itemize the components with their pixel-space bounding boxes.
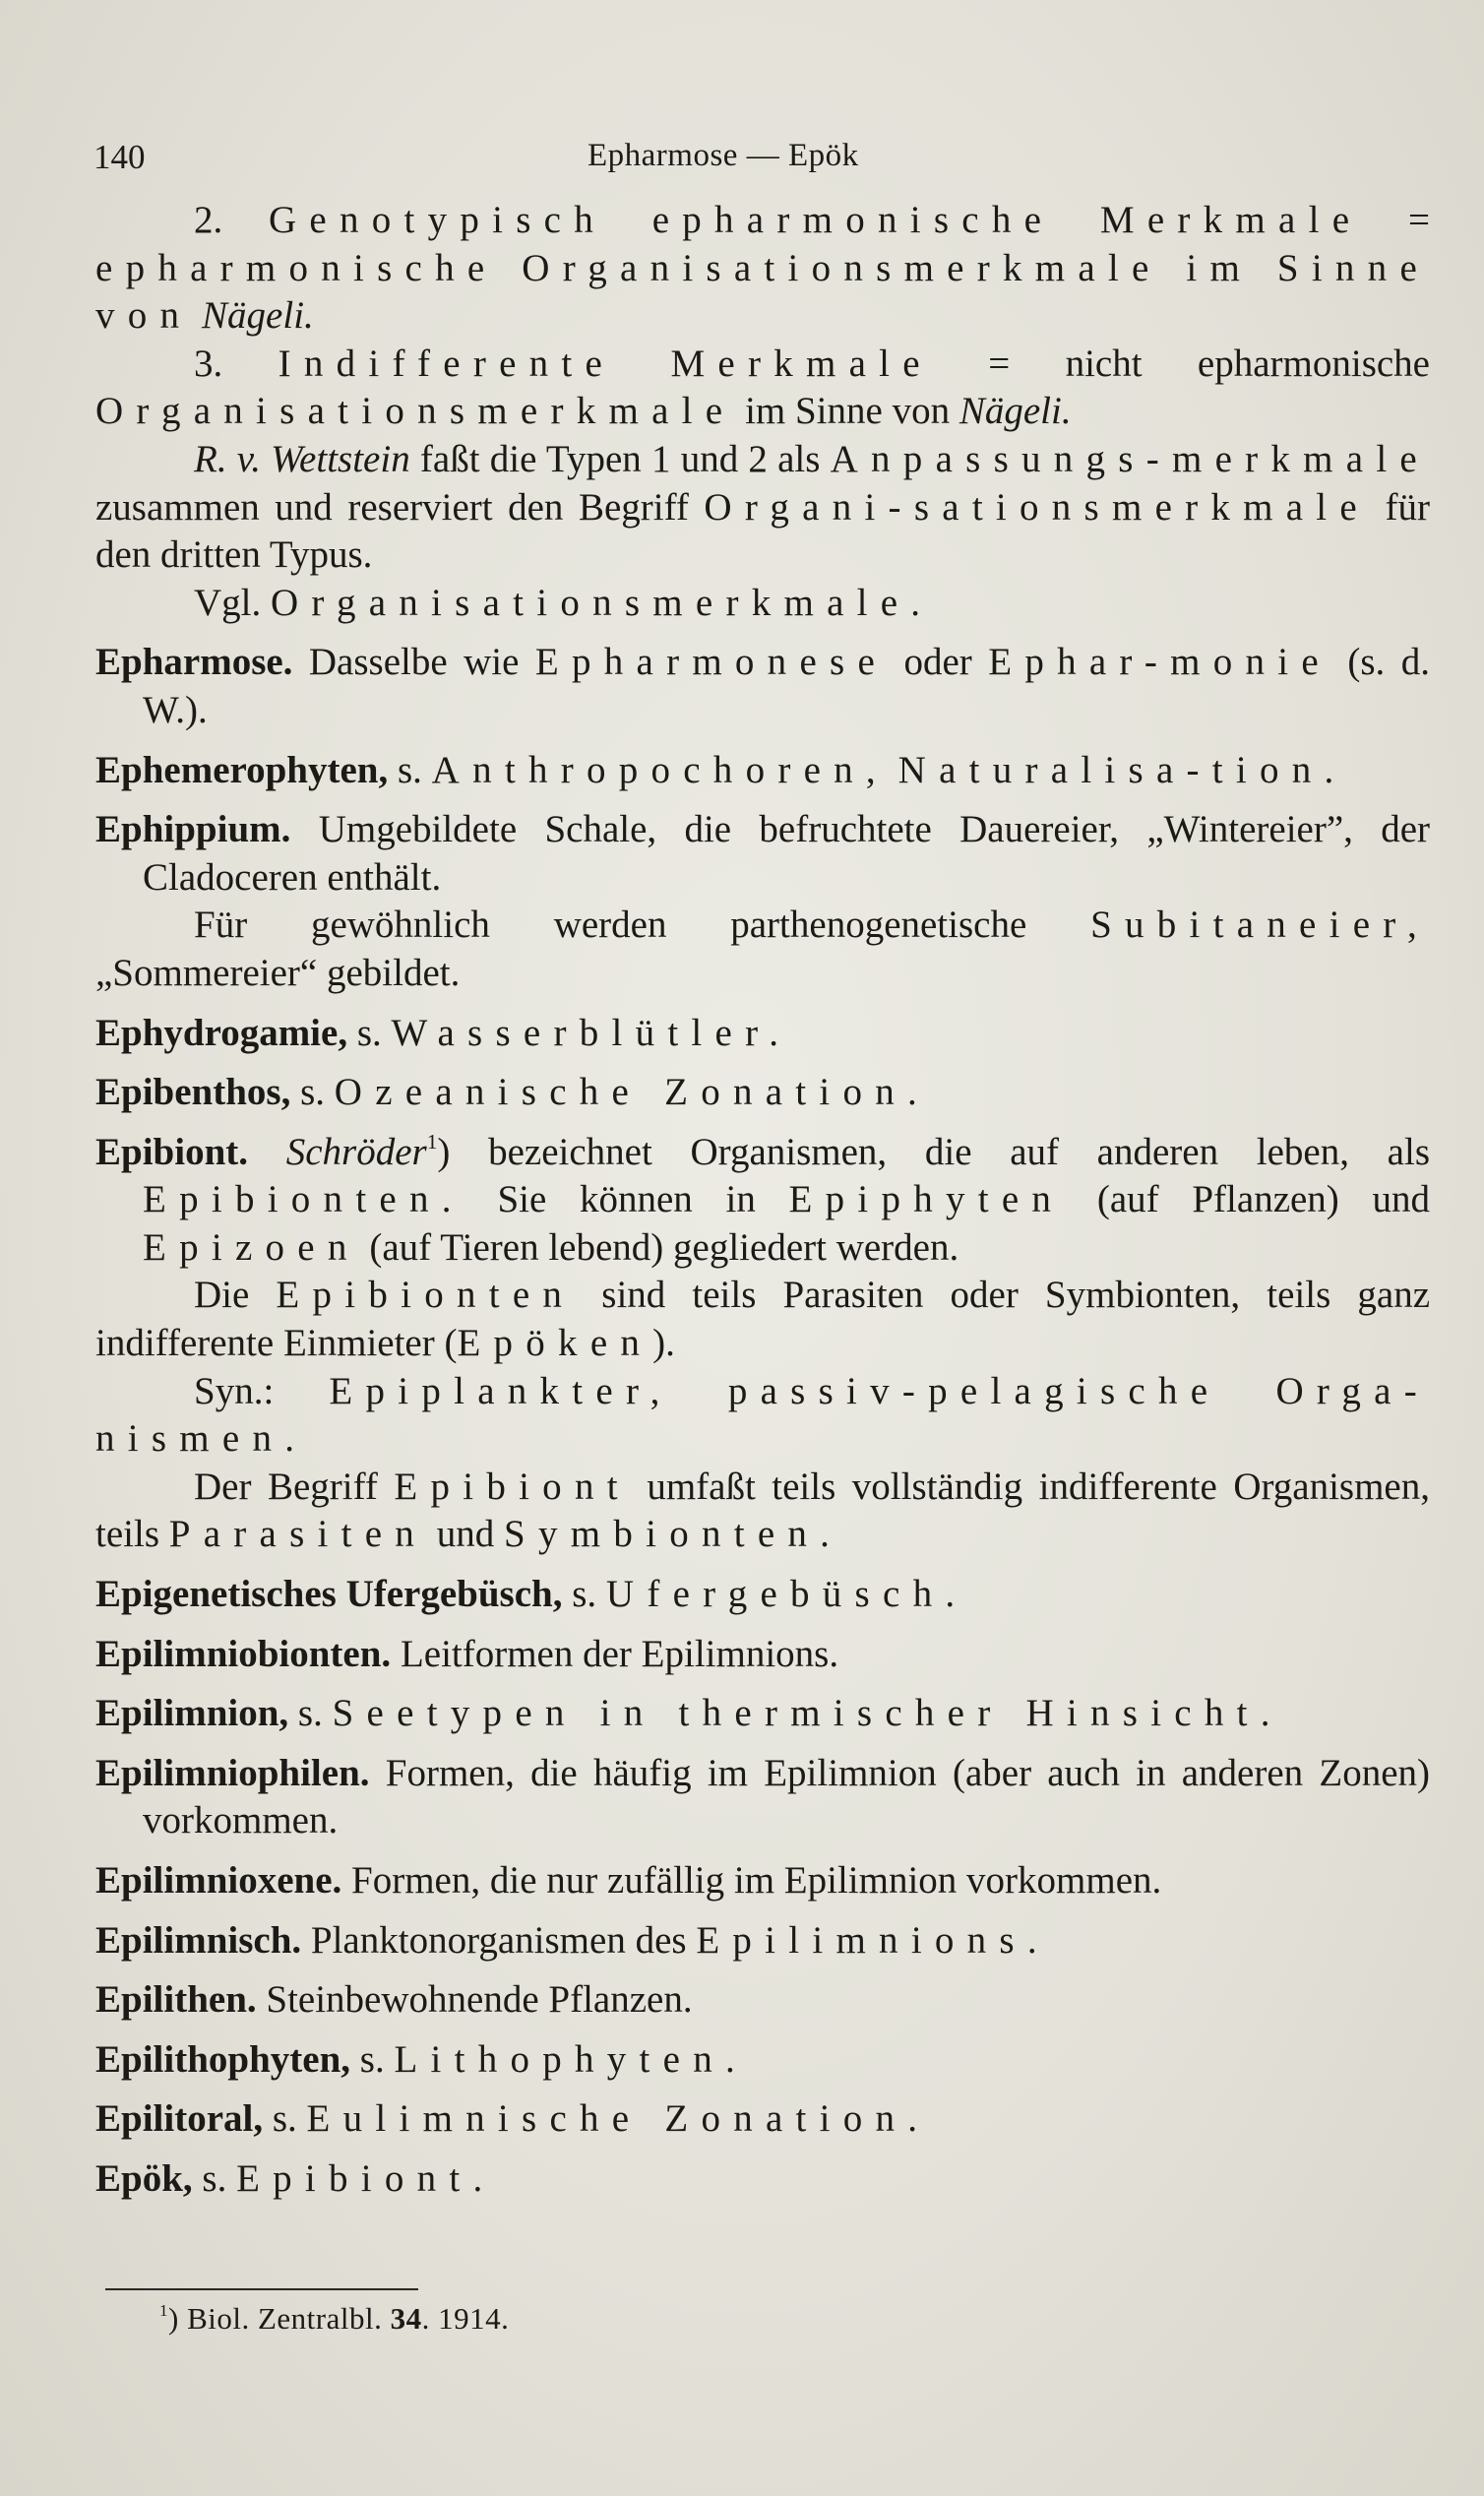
- italic-name: Nägeli.: [958, 390, 1072, 433]
- text-run: umfaßt teils vollständig indifferente Organismen, teils: [95, 1465, 1430, 1556]
- italic-name: Nägeli.: [202, 294, 314, 338]
- spaced-term: Orga-: [1275, 1369, 1430, 1412]
- footnote: [159, 2301, 509, 2337]
- dictionary-entry: [95, 1010, 1430, 1058]
- text-run: 3.: [194, 342, 278, 385]
- spaced-term: Sinne: [1276, 246, 1431, 289]
- text-run: [1253, 247, 1277, 289]
- text-run: s.: [562, 1573, 606, 1616]
- dictionary-entry: [95, 2155, 1430, 2204]
- spaced-term: Ephar-: [988, 641, 1171, 684]
- spaced-term: Epöken: [457, 1322, 653, 1365]
- spaced-term: Epibionten: [276, 1274, 576, 1317]
- running-title: Epharmose — Epök: [587, 138, 859, 173]
- spaced-term: Epharmonese: [534, 641, 889, 684]
- text-run: Planktonorganismen des: [301, 1918, 697, 1962]
- footnote-text-after: . 1914.: [421, 2301, 510, 2336]
- text-run: Der Begriff: [194, 1465, 395, 1508]
- spaced-term: Epizoen: [143, 1225, 360, 1269]
- text-run: [192, 294, 202, 337]
- italic-name: Schröder: [285, 1130, 427, 1173]
- spaced-term: nismen.: [95, 1417, 308, 1461]
- spaced-term: Seetypen in thermischer Hinsicht.: [332, 1692, 1283, 1735]
- text-run: [248, 1131, 286, 1173]
- text-run: ) bezeichnet Organismen, die auf anderen leben, als: [437, 1130, 1431, 1173]
- italic-name: R. v. Wettstein: [194, 437, 410, 480]
- text-run: Für gewöhnlich werden parthenogenetische: [194, 904, 1091, 947]
- text-run: oder: [888, 641, 989, 684]
- dictionary-entry: [95, 1069, 1430, 1117]
- dictionary-entry: [95, 1750, 1430, 1845]
- page-header: [93, 126, 1422, 175]
- text-run: Dasselbe wie: [292, 641, 535, 684]
- dictionary-entry: [95, 1857, 1430, 1905]
- text-run: s.: [290, 1071, 335, 1114]
- dictionary-entry: [95, 1129, 1430, 1273]
- text-run: (auf Tieren lebend) gegliedert werden.: [359, 1225, 959, 1269]
- paragraph: [95, 341, 1430, 436]
- spaced-term: Epibionten.: [143, 1178, 464, 1221]
- footnote-volume: 34: [390, 2301, 422, 2336]
- spaced-term: sationsmerkmale: [913, 485, 1370, 529]
- text-run: = nicht epharmonische: [932, 342, 1430, 385]
- spaced-term: Ozeanische Zonation.: [334, 1071, 931, 1114]
- spaced-term: Indifferente: [278, 342, 616, 385]
- spaced-term: Naturalisa-: [897, 748, 1212, 791]
- text-run: Sie können in: [464, 1178, 789, 1221]
- spaced-term: Anthropochoren,: [431, 748, 889, 791]
- text-run: ).: [652, 1322, 675, 1365]
- dictionary-entry: [95, 2036, 1430, 2085]
- spaced-term: Epibiont: [394, 1465, 631, 1508]
- headword: Epilitoral,: [95, 2097, 264, 2141]
- spaced-term: Organisationsmerkmale: [522, 246, 1162, 289]
- text-run: [1220, 1370, 1275, 1412]
- text-run: zusammen und reserviert den Begriff: [95, 485, 705, 529]
- paragraph: [95, 580, 1430, 628]
- headword: Epigenetisches Ufergebüsch,: [95, 1573, 563, 1616]
- text-run: Steinbewohnende Pflanzen.: [256, 1978, 693, 2022]
- text-run: im Sinne von: [735, 390, 959, 433]
- text-run: [497, 247, 522, 289]
- text-run: Umgebildete Schale, die befruchtete Dauereier, „Wintereier”, der Cladoceren enthält.: [143, 808, 1430, 899]
- paragraph: [95, 197, 1430, 341]
- text-run: [1162, 247, 1187, 289]
- text-run: =: [1362, 199, 1431, 241]
- spaced-term: Symbionten.: [504, 1513, 843, 1556]
- spaced-term: epharmonische: [95, 246, 498, 289]
- spaced-term: Organi-: [704, 485, 914, 529]
- spaced-term: monie: [1170, 641, 1331, 684]
- text-run: 2.: [194, 199, 269, 241]
- spaced-term: merkmale: [1171, 437, 1430, 480]
- spaced-term: Epilimnions.: [696, 1918, 1050, 1962]
- headword: Epilimnioxene.: [95, 1859, 342, 1902]
- paragraph: [95, 1464, 1430, 1559]
- spaced-term: Lithophyten.: [394, 2037, 748, 2081]
- text-run: [606, 199, 652, 241]
- paragraph: [95, 1368, 1430, 1464]
- spaced-term: von: [95, 294, 193, 338]
- spaced-term: Epibiont.: [236, 2156, 496, 2200]
- dictionary-entry: [95, 1571, 1430, 1619]
- text-run: [673, 1370, 728, 1412]
- text-run: s.: [347, 1011, 392, 1054]
- headword: Epök,: [95, 2156, 193, 2200]
- text-run: s.: [388, 748, 432, 791]
- spaced-term: Parasiten: [168, 1513, 428, 1556]
- spaced-term: Epiplankter,: [329, 1369, 673, 1412]
- spaced-term: tion.: [1211, 748, 1347, 791]
- footnote-rule: [105, 2288, 418, 2290]
- text-run: faßt die Typen 1 und 2 als: [409, 437, 831, 480]
- footnote-marker: 1: [159, 2301, 169, 2321]
- dictionary-entry: [95, 1917, 1430, 1966]
- spaced-term: Merkmale: [1099, 199, 1363, 241]
- paragraph: [95, 436, 1430, 580]
- text-run: [889, 749, 898, 791]
- spaced-term: Eulimnische Zonation.: [306, 2097, 931, 2141]
- dictionary-entry: [95, 806, 1430, 902]
- spaced-term: passiv-pelagische: [727, 1369, 1221, 1412]
- text-run: für den dritten Typus.: [95, 485, 1430, 577]
- paragraph: [95, 902, 1430, 997]
- spaced-term: Organisationsmerkmale: [95, 390, 736, 433]
- text-run: (s. d. W.).: [143, 641, 1430, 731]
- text-run: Syn.:: [194, 1369, 330, 1412]
- dictionary-entry: [95, 639, 1430, 734]
- dictionary-entry: [95, 2095, 1430, 2144]
- spaced-term: Merkmale: [670, 342, 933, 385]
- text-run: und: [427, 1513, 505, 1556]
- text-run: s.: [192, 2156, 237, 2200]
- spaced-term: Organisationsmerkmale.: [271, 581, 934, 624]
- spaced-term: Ufergebüsch.: [605, 1573, 968, 1616]
- spaced-term: Genotypisch: [268, 199, 606, 241]
- spaced-term: epharmonische: [651, 199, 1055, 241]
- page-body: [95, 197, 1430, 2204]
- dictionary-entry: [95, 747, 1430, 795]
- headword: Epibenthos,: [95, 1071, 291, 1114]
- spaced-term: im: [1186, 246, 1254, 289]
- headword: Epibiont.: [95, 1130, 248, 1173]
- spaced-term: Epiphyten: [788, 1178, 1065, 1221]
- text-run: Formen, die nur zufällig im Epilimnion vorkommen.: [341, 1859, 1162, 1902]
- headword: Ephippium.: [95, 808, 291, 851]
- spaced-term: Subitaneier,: [1090, 904, 1430, 947]
- headword: Ephydrogamie,: [95, 1011, 348, 1054]
- headword: Epilimniophilen.: [95, 1751, 370, 1794]
- headword: Epharmose.: [95, 641, 293, 684]
- dictionary-entry: [95, 1631, 1430, 1679]
- text-run: sind teils Parasiten oder Symbionten, teils ganz indifferente Einmieter (: [95, 1274, 1430, 1365]
- text-run: Die: [194, 1274, 277, 1317]
- text-run: s.: [350, 2037, 395, 2081]
- dictionary-entry: [95, 1976, 1430, 2025]
- footnote-reference: 1: [426, 1129, 438, 1154]
- dictionary-entry: [95, 1690, 1430, 1738]
- headword: Epilimnisch.: [95, 1918, 302, 1962]
- headword: Epilithen.: [95, 1978, 257, 2022]
- text-run: s.: [263, 2097, 307, 2141]
- text-run: s.: [288, 1692, 333, 1735]
- headword: Epilimnion,: [95, 1692, 289, 1735]
- text-run: „Sommereier“ gebildet.: [95, 951, 461, 994]
- footnote-text-before: ) Biol. Zentralbl.: [168, 2301, 391, 2336]
- text-run: Vgl.: [194, 581, 271, 624]
- text-run: Leitformen der Epilimnions.: [391, 1632, 839, 1675]
- headword: Ephemerophyten,: [95, 748, 389, 791]
- text-run: [615, 343, 670, 385]
- text-run: [1054, 199, 1100, 241]
- spaced-term: Anpassungs-: [830, 437, 1172, 480]
- text-run: (auf Pflanzen) und: [1064, 1178, 1430, 1221]
- headword: Epilimniobionten.: [95, 1632, 392, 1675]
- headword: Epilithophyten,: [95, 2037, 351, 2081]
- text-run: Formen, die häufig im Epilimnion (aber auch in anderen Zonen) vorkommen.: [143, 1751, 1430, 1842]
- spaced-term: Wasserblütler.: [391, 1011, 792, 1054]
- paragraph: [95, 1272, 1430, 1367]
- page-number: 140: [93, 138, 146, 176]
